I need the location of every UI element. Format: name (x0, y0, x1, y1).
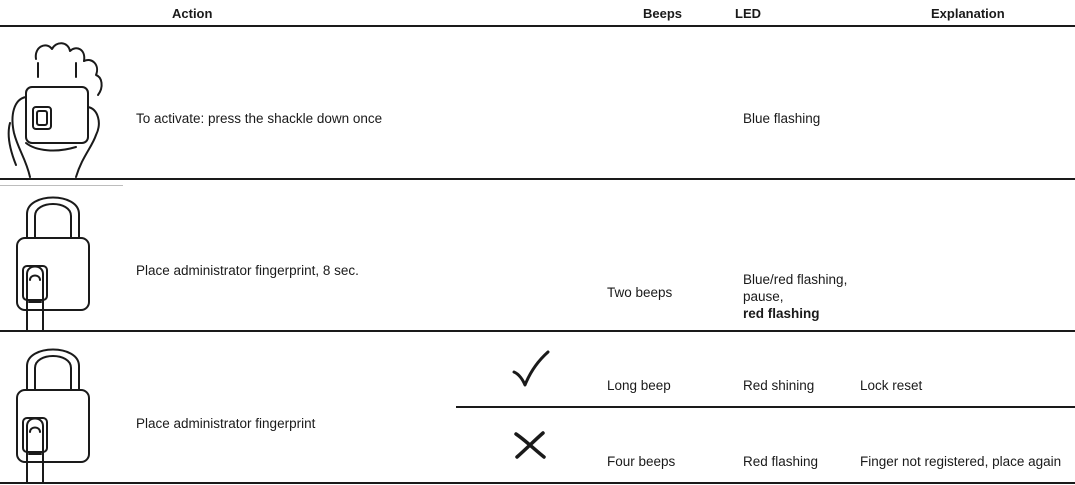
outcome-failure-beeps: Four beeps (607, 454, 676, 469)
led-line: pause, (743, 289, 784, 304)
header-led: LED (735, 6, 761, 21)
header-action: Action (172, 6, 213, 21)
row2-led (743, 271, 847, 322)
table-row (0, 180, 1075, 330)
outcome-failure-led: Red flashing (743, 454, 819, 469)
row1-led: Blue flashing (743, 111, 821, 126)
outcome-failure-explanation: Finger not registered, place again (860, 454, 1062, 469)
outcome-success-led: Red shining (743, 378, 815, 393)
header-explanation: Explanation (931, 6, 1005, 21)
cross-mark-icon (513, 430, 547, 460)
outcome-success-beeps: Long beep (607, 378, 671, 393)
row1-action: To activate: press the shackle down once (136, 111, 383, 126)
row3-action: Place administrator fingerprint (136, 416, 316, 431)
hand-pressing-padlock-icon (6, 37, 116, 177)
outcome-success-explanation: Lock reset (860, 378, 923, 393)
outcome-divider (456, 406, 1075, 408)
table-row (0, 332, 1075, 484)
padlock-fingerprint-icon (13, 184, 93, 330)
padlock-fingerprint-icon (13, 336, 93, 482)
table-bottom-border (0, 482, 1075, 484)
header-beeps: Beeps (643, 6, 683, 21)
led-line: Blue/red flashing, (743, 272, 848, 287)
row2-beeps: Two beeps (607, 285, 673, 300)
row2-action: Place administrator fingerprint, 8 sec. (136, 263, 359, 278)
check-mark-icon (511, 350, 551, 390)
led-line: red flashing (743, 306, 820, 321)
table-row (0, 27, 1075, 178)
